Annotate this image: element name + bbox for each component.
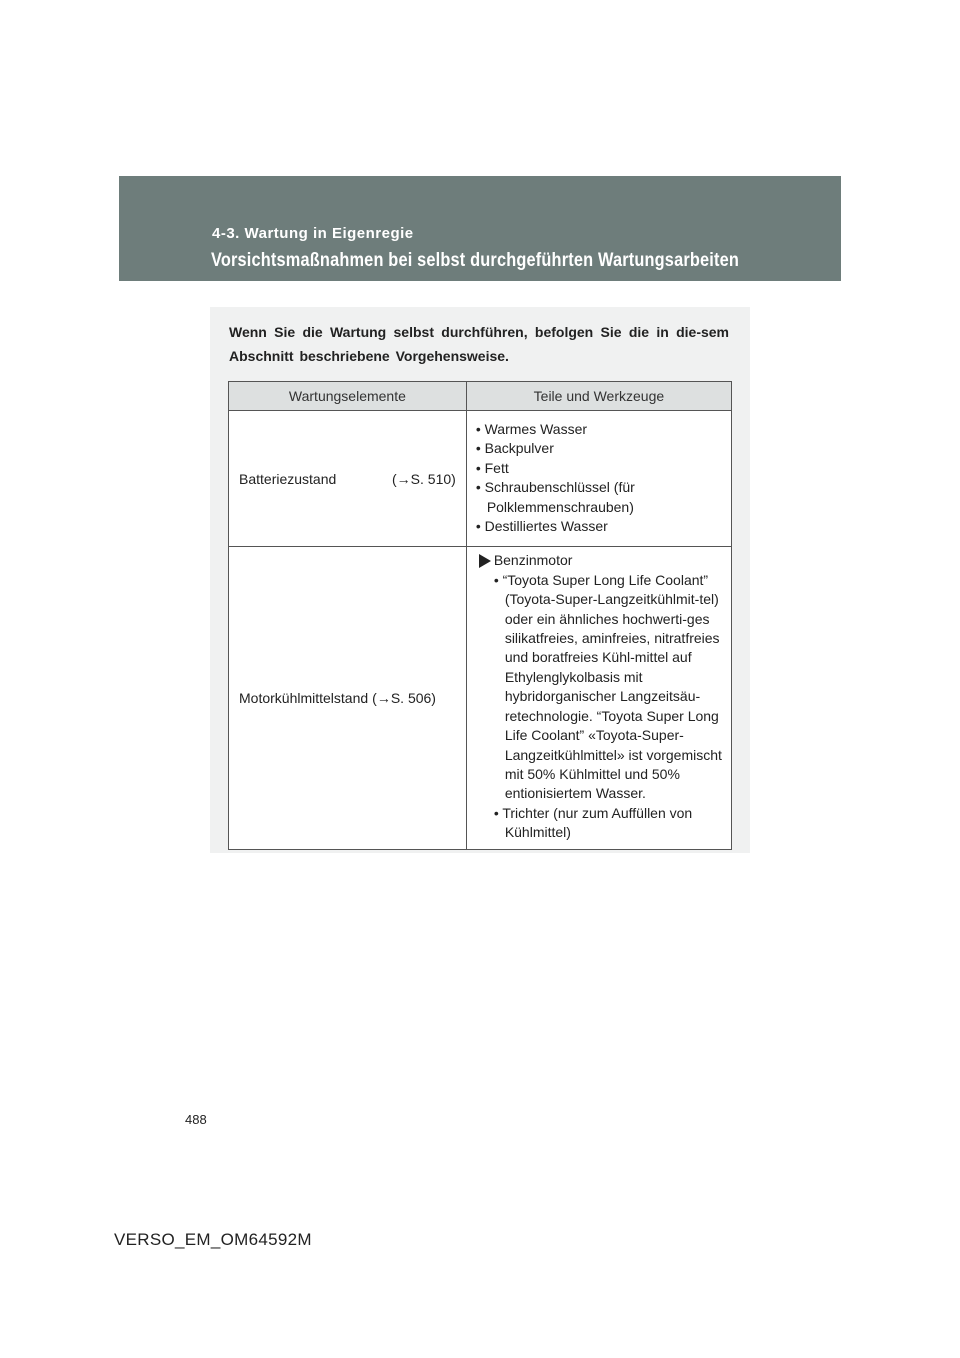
- table-header-row: [229, 382, 732, 411]
- triangle-marker-icon: [479, 554, 491, 568]
- table-cell-element: [229, 411, 467, 547]
- element-name: Motorkühlmittelstand: [239, 689, 369, 706]
- engine-heading: [476, 551, 727, 570]
- list-item: • Fett: [475, 459, 509, 476]
- column-header-tools: Teile und Werkzeuge: [466, 382, 731, 411]
- table-cell-tools: [466, 547, 731, 849]
- table-row: [229, 411, 732, 547]
- content-box: [210, 307, 750, 853]
- page-title: Vorsichtsmaßnahmen bei selbst durchgeführten Wartungsarbeiten: [211, 250, 740, 271]
- list-item: • Backpulver: [475, 440, 554, 457]
- list-item: • Destilliertes Wasser: [475, 518, 608, 535]
- maintenance-table: [228, 381, 732, 850]
- element-name: Batteriezustand: [239, 470, 337, 487]
- document-code: VERSO_EM_OM64592M: [114, 1230, 312, 1249]
- table-cell-element: [229, 547, 467, 849]
- list-item: • “Toyota Super Long Life Coolant” (Toyota-Super-Langzeitkühlmit-tel) oder ein ähnliches hochwerti-ges silikatfreies, aminfreies, nitratfreies und boratfreies Kühl-mittel auf Ethylenglykolbasis mit hybridorganischer Langzeitsäu-retechnologie. “Toyota Super Long Life Coolant” «Toyota-Super-Langzeitkühlmittel» ist vorgemischt mit 50% Kühlmittel und 50% entionisiertem Wasser.: [493, 571, 722, 802]
- page-reference: (→S. 506): [372, 689, 436, 706]
- page-reference: (→S. 510): [392, 470, 456, 487]
- table-cell-tools: [466, 411, 731, 547]
- header-band: [119, 176, 841, 281]
- column-header-elements: Wartungselemente: [229, 382, 467, 411]
- engine-type: Benzinmotor: [493, 552, 573, 569]
- list-item: • Trichter (nur zum Auffüllen von Kühlmittel): [493, 804, 693, 841]
- table-row: [229, 547, 732, 849]
- intro-text: Wenn Sie die Wartung selbst durchführen, befolgen Sie die in die-sem Abschnitt beschriebene Vorgehensweise.: [229, 324, 729, 364]
- section-label: 4-3. Wartung in Eigenregie: [212, 225, 414, 242]
- list-item: • Warmes Wasser: [475, 421, 588, 437]
- page-number: 488: [185, 1112, 207, 1127]
- list-item: • Schraubenschlüssel (für Polklemmenschrauben): [475, 479, 635, 515]
